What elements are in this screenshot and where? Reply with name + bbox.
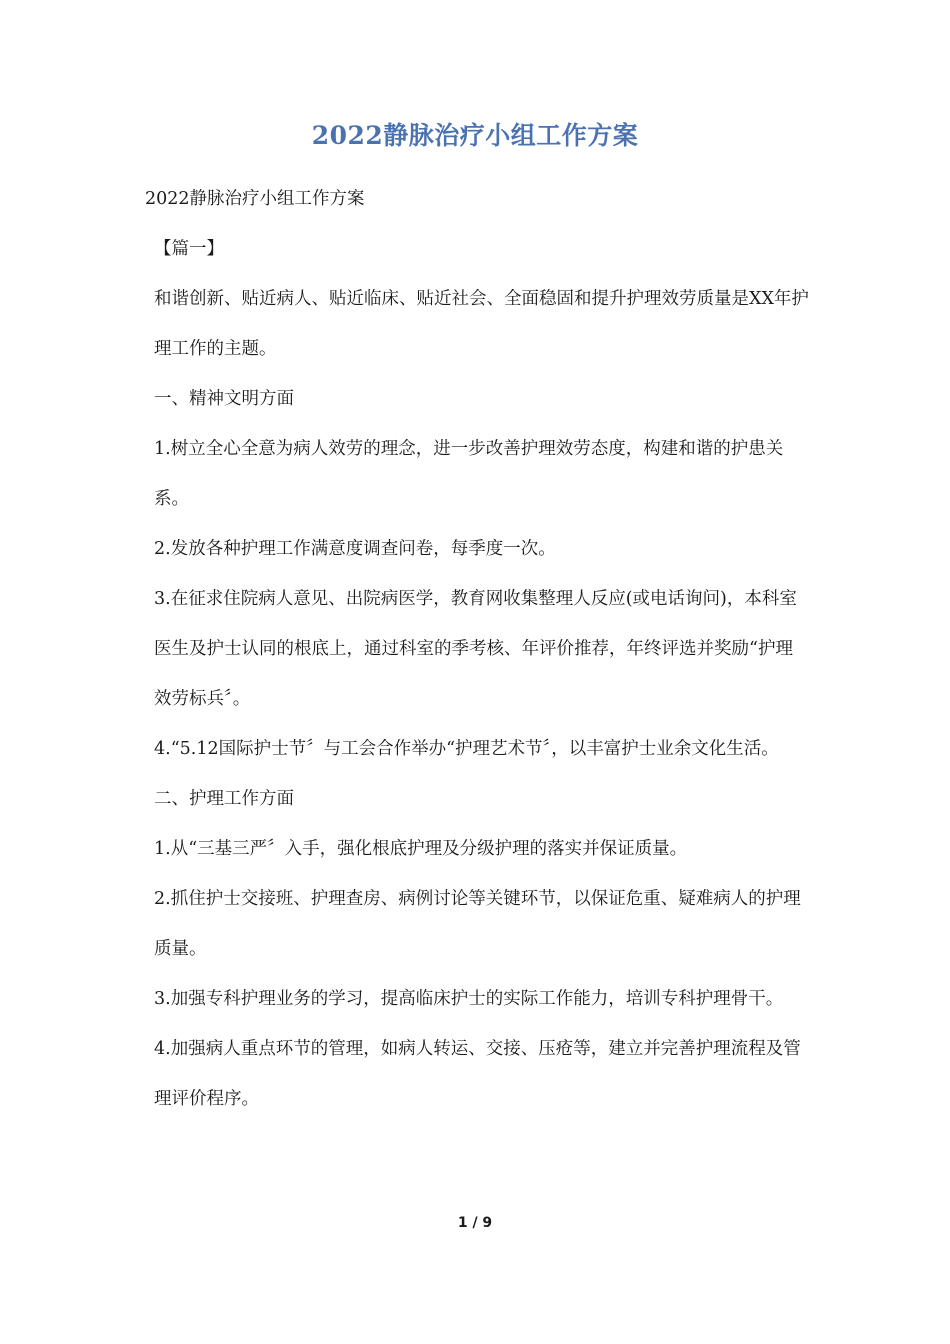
paragraph-item: 1.从“三基三严〞入手，强化根底护理及分级护理的落实并保证质量。 xyxy=(154,839,688,859)
paragraph-item: 2.发放各种护理工作满意度调查问卷，每季度一次。 xyxy=(154,539,556,559)
document-body xyxy=(145,174,810,1124)
paragraph-item: 3.加强专科护理业务的学习，提高临床护士的实际工作能力，培训专科护理骨干。 xyxy=(154,989,784,1009)
paragraph-heading-1: 一、精神文明方面 xyxy=(154,389,294,409)
document-title: 2022静脉治疗小组工作方案 xyxy=(311,121,639,150)
paragraph-item: 4.加强病人重点环节的管理，如病人转运、交接、压疮等，建立并完善护理流程及管理评价程序。 xyxy=(154,1039,801,1109)
paragraph-item: 2.抓住护士交接班、护理查房、病例讨论等关键环节，以保证危重、疑难病人的护理质量。 xyxy=(154,889,801,959)
paragraph-heading-2: 二、护理工作方面 xyxy=(154,789,294,809)
page-indicator: 1 / 9 xyxy=(457,1215,493,1231)
paragraph-intro: 和谐创新、贴近病人、贴近临床、贴近社会、全面稳固和提升护理效劳质量是XX年护理工作的主题。 xyxy=(154,289,809,359)
paragraph-item: 1.树立全心全意为病人效劳的理念，进一步改善护理效劳态度，构建和谐的护患关系。 xyxy=(154,439,784,509)
paragraph-item: 4.“5.12国际护士节〞与工会合作举办“护理艺术节〞，以丰富护士业余文化生活。 xyxy=(154,739,779,759)
paragraph-subtitle: 2022静脉治疗小组工作方案 xyxy=(145,189,365,209)
paragraph-section-label: 【篇一】 xyxy=(154,239,224,259)
paragraph-item: 3.在征求住院病人意见、出院病医学，教育网收集整理人反应(或电话询问)，本科室医生及护士认同的根底上，通过科室的季考核、年评价推荐，年终评选并奖励“护理效劳标兵〞。 xyxy=(154,589,797,709)
